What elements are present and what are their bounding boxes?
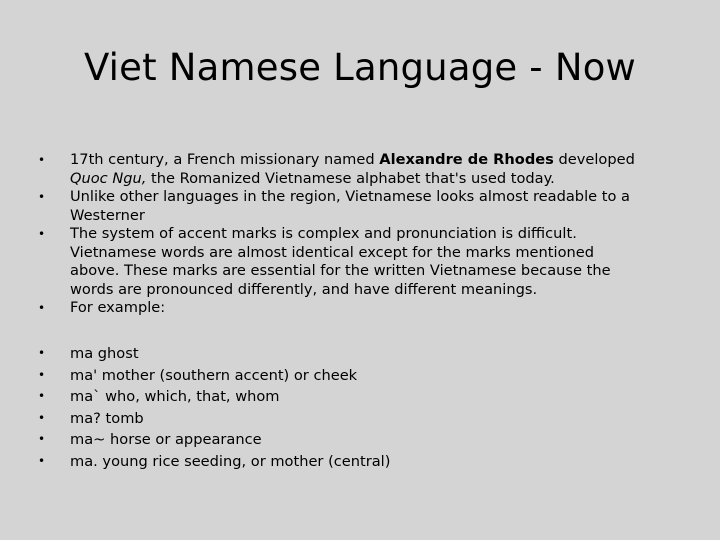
examples-bullet-list xyxy=(0,343,640,473)
list-item xyxy=(0,188,640,225)
example-text: ma~ horse or appearance xyxy=(70,431,262,449)
bold-name: Alexandre de Rhodes xyxy=(379,151,554,168)
intro-bullet-list xyxy=(0,151,640,318)
list-item xyxy=(0,151,640,188)
bullet-icon: • xyxy=(38,432,46,447)
bullet-icon: • xyxy=(38,153,46,167)
bullet-icon: • xyxy=(38,190,46,204)
list-item xyxy=(0,408,640,430)
bullet-icon: • xyxy=(38,410,46,425)
item-text: The system of accent marks is complex and pronunciation is difficult. Vietnamese words are almost identical except for the marks mentioned above. These marks are essential for the written Vietnamese because the words are pronounced differently, and have different meanings. xyxy=(70,225,611,298)
list-item xyxy=(0,386,640,408)
item-text: For example: xyxy=(70,299,166,316)
list-item xyxy=(0,299,640,318)
example-text: ma ghost xyxy=(70,345,139,362)
item-text: Unlike other languages in the region, Vietnamese looks almost readable to a Westerner xyxy=(70,188,630,224)
list-item xyxy=(0,343,640,365)
example-text: ma. young rice seeding, or mother (central) xyxy=(70,452,391,470)
bullet-icon: • xyxy=(38,367,46,382)
bullet-icon: • xyxy=(38,346,46,360)
list-item xyxy=(0,429,640,451)
example-text: ma? tomb xyxy=(70,409,144,427)
bullet-icon: • xyxy=(38,301,46,315)
example-text: ma' mother (southern accent) or cheek xyxy=(70,366,358,384)
bullet-icon: • xyxy=(38,389,46,404)
item-text: 17th century, a French missionary named Alexandre de Rhodes developed Quoc Ngu, the Romanized Vietnamese alphabet that's used today. xyxy=(70,151,635,187)
slide-title: Viet Namese Language - Now xyxy=(83,46,637,89)
list-item xyxy=(0,225,640,299)
list-item xyxy=(0,451,640,473)
bullet-icon: • xyxy=(38,453,46,468)
italic-term: Quoc Ngu, xyxy=(70,169,147,187)
list-item xyxy=(0,365,640,387)
example-text: ma` who, which, that, whom xyxy=(70,388,280,406)
bullet-icon: • xyxy=(38,227,46,241)
